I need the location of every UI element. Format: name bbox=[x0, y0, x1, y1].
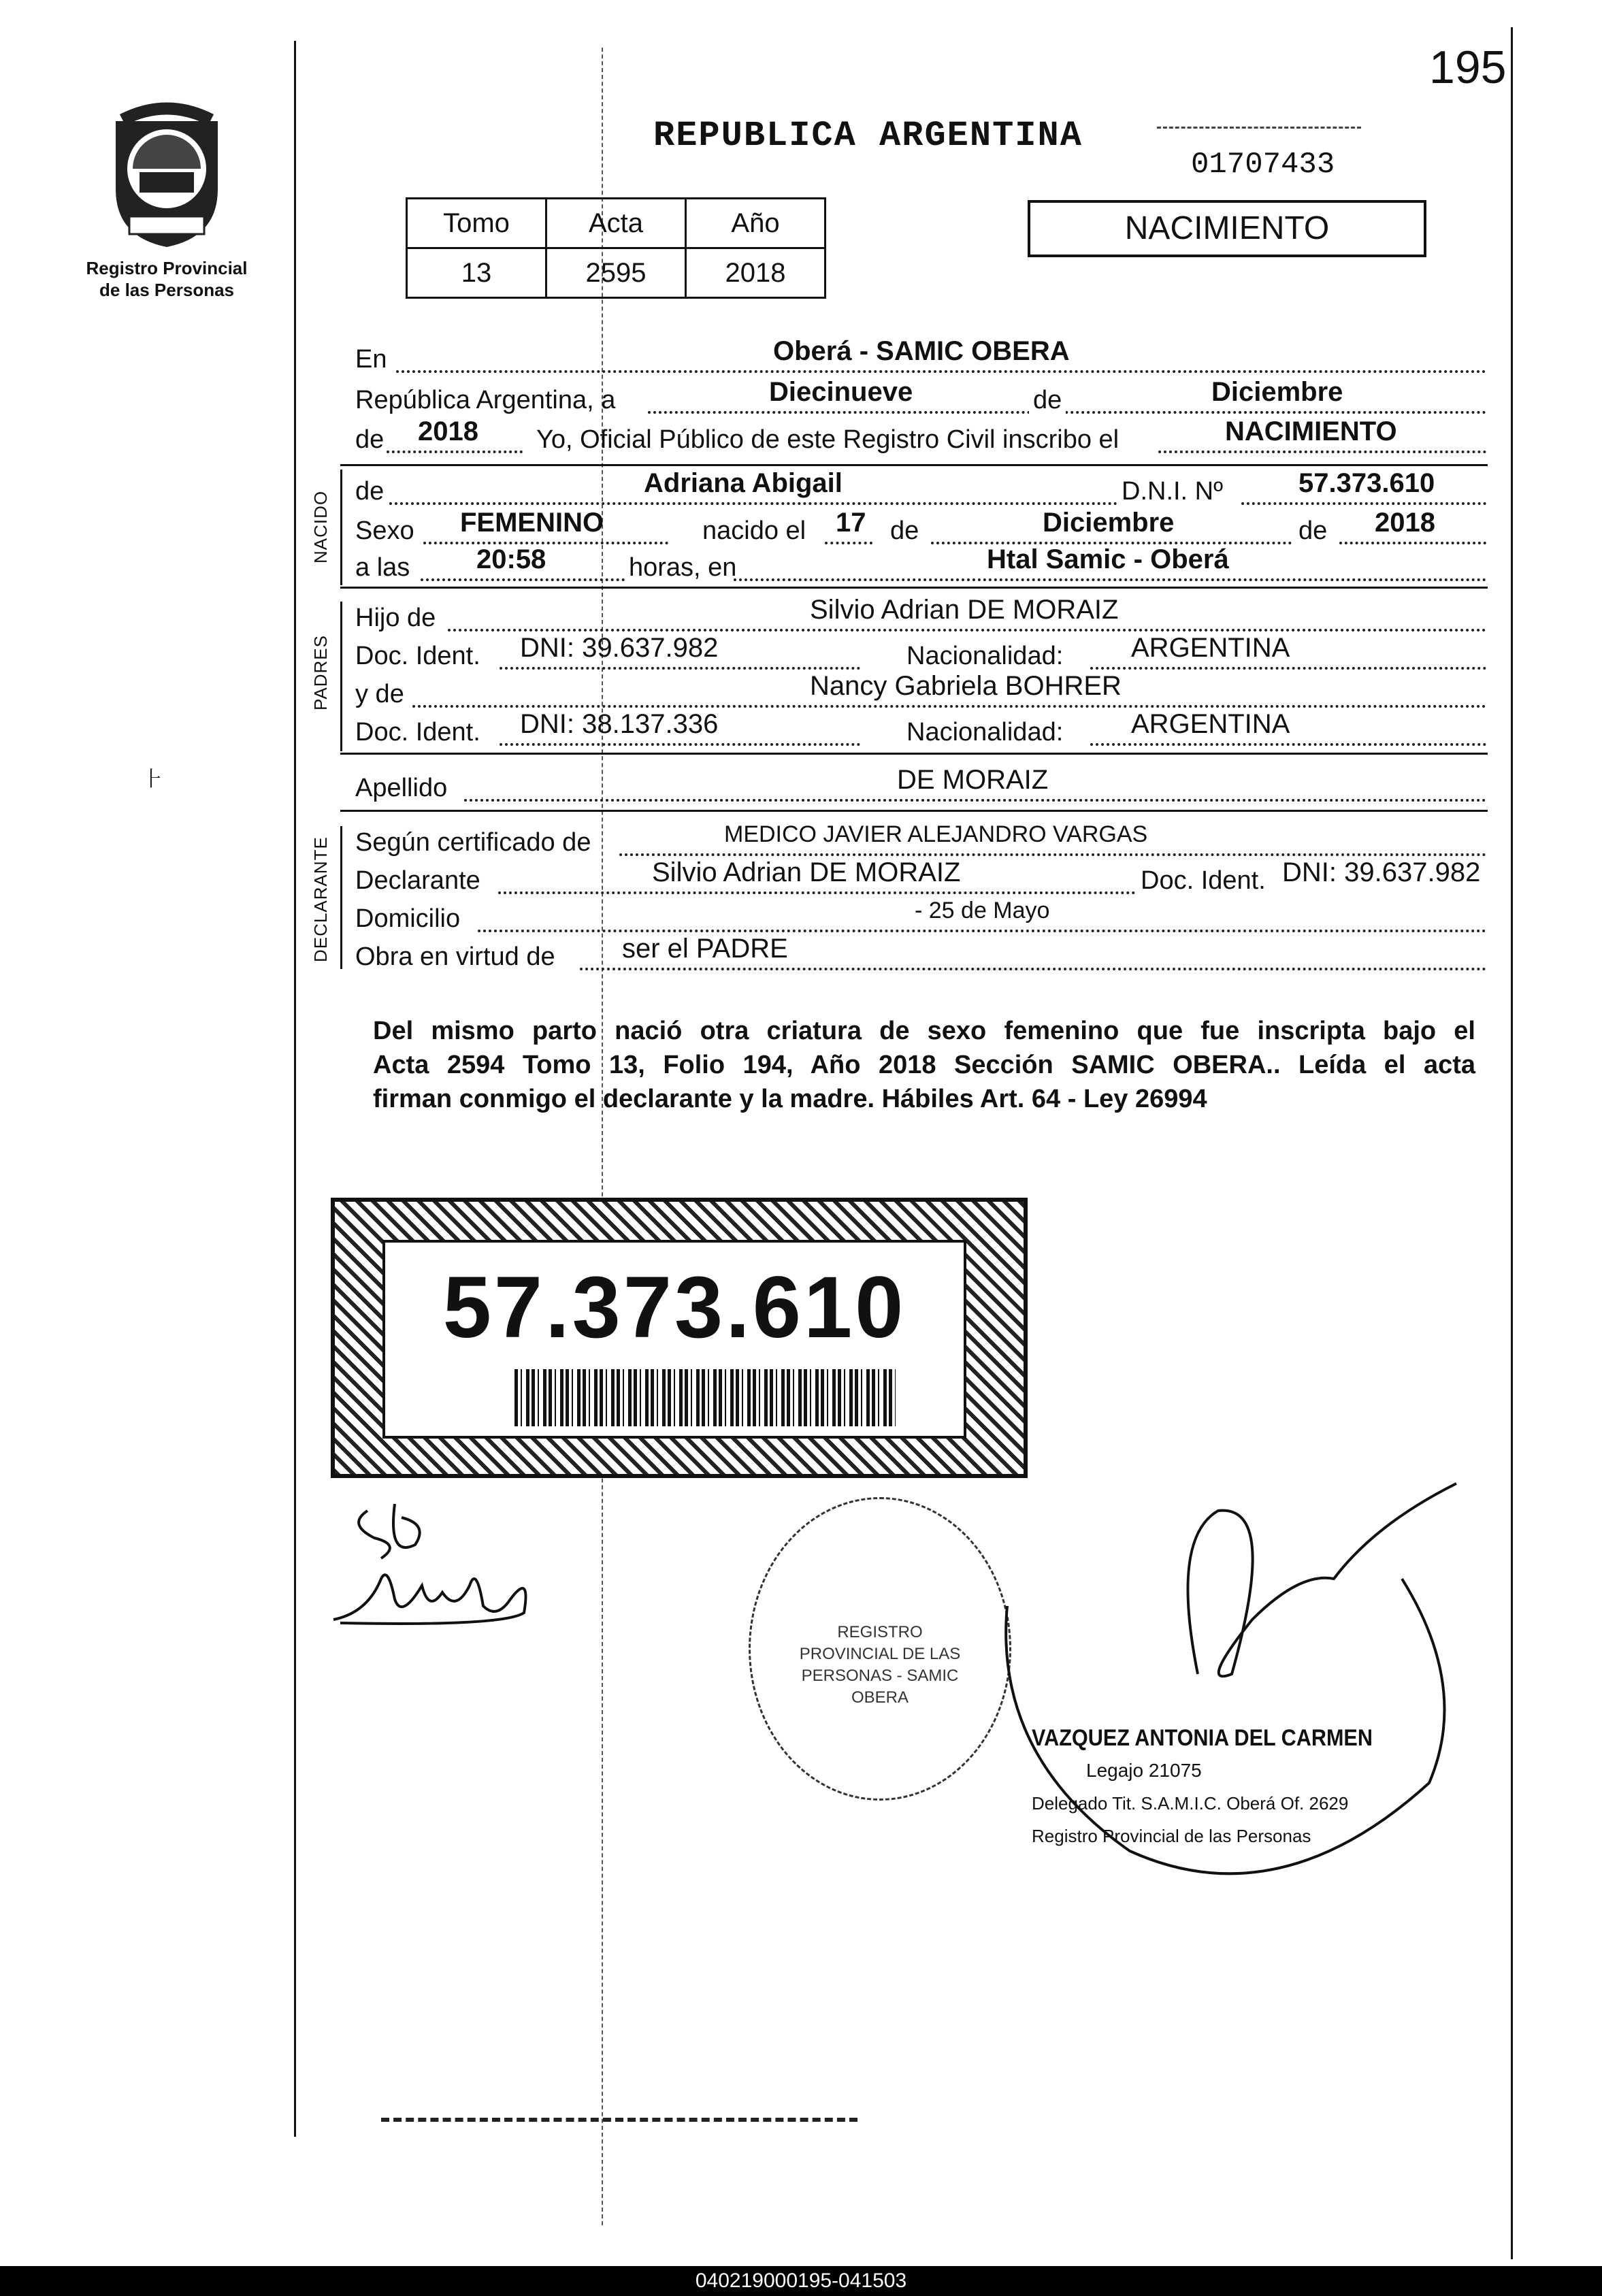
stamp-text: REGISTRO PROVINCIAL DE LAS PERSONAS - SAMIC OBERA bbox=[799, 1623, 961, 1707]
row-year bbox=[355, 416, 1486, 459]
apellido-label: Apellido bbox=[355, 774, 448, 802]
declarante-top-rule bbox=[340, 810, 1488, 812]
acta-value: 2595 bbox=[546, 248, 686, 298]
en-label: En bbox=[355, 345, 387, 374]
acta-table bbox=[406, 197, 826, 299]
obra-dots bbox=[580, 968, 1486, 970]
dni-label: D.N.I. Nº bbox=[1122, 477, 1223, 506]
anio-header: Año bbox=[686, 199, 825, 248]
de2-label: de bbox=[355, 425, 385, 454]
child-dni-value: 57.373.610 bbox=[1298, 468, 1435, 498]
birth-de2-label: de bbox=[1298, 516, 1328, 545]
birth-place-value: Htal Samic - Oberá bbox=[987, 544, 1229, 574]
doc2-label: Doc. Ident. bbox=[355, 718, 480, 747]
margin-mark: ⺊ bbox=[143, 768, 163, 791]
official-legajo: Legajo 21075 bbox=[1086, 1760, 1202, 1781]
dni-dots bbox=[1241, 502, 1486, 505]
mother-doc-value: DNI: 38.137.336 bbox=[520, 709, 719, 739]
nacido-bracket bbox=[340, 470, 342, 585]
row-birth-time bbox=[355, 544, 1486, 587]
note-line-1: Del mismo parto nació otra criatura de sexo femenino que fue inscripta bajo el bbox=[373, 1017, 1475, 1045]
place-value: Oberá - SAMIC OBERA bbox=[773, 336, 1070, 366]
mother-nat-dots bbox=[1090, 743, 1486, 746]
signature-left bbox=[327, 1483, 544, 1633]
note-line-2: Acta 2594 Tomo 13, Folio 194, Año 2018 Sección SAMIC OBERA.. Leída el acta bbox=[373, 1051, 1475, 1079]
left-margin-line bbox=[294, 41, 296, 2137]
oficial-text: Yo, Oficial Público de este Registro Civil inscribo el bbox=[536, 425, 1119, 454]
day-value: Diecinueve bbox=[769, 377, 913, 407]
nacido-section-label: NACIDO bbox=[310, 490, 331, 563]
father-doc-dots bbox=[500, 667, 860, 670]
de-label: de bbox=[1029, 381, 1066, 419]
hijo-de-label: Hijo de bbox=[355, 604, 436, 632]
surname-dots bbox=[464, 799, 1486, 802]
birth-year-dots bbox=[1339, 542, 1486, 544]
padres-top-rule bbox=[340, 587, 1488, 589]
domicilio-label: Domicilio bbox=[355, 904, 461, 933]
nacido-el-label: nacido el bbox=[702, 516, 806, 545]
nac-label: Nacionalidad: bbox=[906, 642, 1064, 670]
anio-value: 2018 bbox=[686, 248, 825, 298]
birth-day-dots bbox=[825, 542, 872, 544]
row-obra bbox=[355, 934, 1486, 976]
birth-year-value: 2018 bbox=[1375, 508, 1435, 538]
mother-nat-value: ARGENTINA bbox=[1131, 709, 1290, 739]
provincial-logo bbox=[102, 101, 231, 250]
doc-label: Doc. Ident. bbox=[355, 642, 480, 670]
official-name: VAZQUEZ ANTONIA DEL CARMEN bbox=[1032, 1725, 1373, 1751]
obra-value: ser el PADRE bbox=[622, 934, 788, 964]
padres-bracket bbox=[340, 602, 342, 751]
father-nat-dots bbox=[1090, 667, 1486, 670]
father-name-value: Silvio Adrian DE MORAIZ bbox=[810, 595, 1119, 625]
decl-doc-label: Doc. Ident. bbox=[1137, 862, 1266, 900]
footer-code: 040219000195-041503 bbox=[695, 2269, 907, 2292]
footer-bar bbox=[0, 2266, 1602, 2296]
mother-doc-dots bbox=[500, 743, 860, 746]
declarante-doc-value: DNI: 39.637.982 bbox=[1282, 857, 1481, 887]
time-dots bbox=[421, 578, 625, 581]
bottom-rule bbox=[381, 2118, 857, 2122]
birth-time-value: 20:58 bbox=[476, 544, 546, 574]
father-nat-value: ARGENTINA bbox=[1131, 633, 1290, 663]
right-border bbox=[1511, 27, 1513, 2259]
official-registro: Registro Provincial de las Personas bbox=[1032, 1826, 1311, 1846]
serial-number: 01707433 bbox=[1191, 148, 1335, 182]
serial-box bbox=[1157, 127, 1361, 188]
notes-paragraph bbox=[373, 1014, 1475, 1116]
republica-label: República Argentina, a bbox=[355, 386, 616, 414]
declarante-bracket bbox=[340, 826, 342, 969]
child-name-value: Adriana Abigail bbox=[644, 468, 843, 498]
padres-section-label: PADRES bbox=[310, 635, 331, 710]
year-dots bbox=[387, 450, 523, 453]
registry-name bbox=[75, 257, 259, 301]
declarante-value: Silvio Adrian DE MORAIZ bbox=[652, 857, 961, 887]
act-word-value: NACIMIENTO bbox=[1225, 416, 1397, 446]
tomo-value: 13 bbox=[407, 248, 546, 298]
act-word-dots bbox=[1158, 450, 1486, 453]
padres-bottom-rule bbox=[340, 753, 1488, 755]
dni-sticker-number: 57.373.610 bbox=[442, 1259, 906, 1356]
certificado-value: MEDICO JAVIER ALEJANDRO VARGAS bbox=[724, 821, 1148, 847]
declarante-section-label: DECLARANTE bbox=[310, 836, 331, 962]
certificado-label: Según certificado de bbox=[355, 828, 591, 857]
birth-month-value: Diciembre bbox=[1043, 508, 1175, 538]
birth-de-label: de bbox=[890, 516, 919, 545]
official-round-stamp bbox=[749, 1497, 1011, 1801]
mother-name-value: Nancy Gabriela BOHRER bbox=[810, 671, 1122, 701]
official-info bbox=[1032, 1722, 1413, 1852]
declarante-dots bbox=[498, 891, 1206, 894]
obra-label: Obra en virtud de bbox=[355, 942, 555, 971]
official-cargo: Delegado Tit. S.A.M.I.C. Oberá Of. 2629 bbox=[1032, 1793, 1349, 1814]
row-mother-doc bbox=[355, 709, 1486, 751]
registry-line-1: Registro Provincial bbox=[86, 258, 248, 278]
sex-value: FEMENINO bbox=[460, 508, 604, 538]
domicilio-value: - 25 de Mayo bbox=[915, 898, 1050, 923]
month-value: Diciembre bbox=[1211, 377, 1343, 407]
surname-value: DE MORAIZ bbox=[897, 765, 1049, 795]
birth-place-dots bbox=[734, 578, 1486, 581]
registry-line-2: de las Personas bbox=[99, 280, 234, 300]
row-surname bbox=[355, 765, 1486, 807]
name-de-label: de bbox=[355, 477, 385, 506]
country-title: REPUBLICA ARGENTINA bbox=[653, 116, 1083, 156]
year-value: 2018 bbox=[418, 416, 478, 446]
birth-day-value: 17 bbox=[836, 508, 866, 538]
page-number: 195 bbox=[1429, 42, 1507, 93]
act-type-box: NACIMIENTO bbox=[1028, 200, 1426, 257]
dni-sticker bbox=[331, 1198, 1028, 1478]
barcode bbox=[514, 1369, 896, 1426]
tomo-header: Tomo bbox=[407, 199, 546, 248]
note-line-3: firman conmigo el declarante y la madre. Hábiles Art. 64 - Ley 26994 bbox=[373, 1085, 1207, 1113]
row-domicilio bbox=[355, 900, 1486, 938]
father-doc-value: DNI: 39.637.982 bbox=[520, 633, 719, 663]
acta-header: Acta bbox=[546, 199, 686, 248]
horas-label: horas, en bbox=[629, 553, 737, 582]
dni-sticker-inner bbox=[382, 1240, 966, 1439]
a-las-label: a las bbox=[355, 553, 410, 582]
nac2-label: Nacionalidad: bbox=[906, 718, 1064, 747]
declarante-label: Declarante bbox=[355, 866, 480, 895]
sexo-label: Sexo bbox=[355, 516, 414, 545]
y-de-label: y de bbox=[355, 680, 404, 708]
